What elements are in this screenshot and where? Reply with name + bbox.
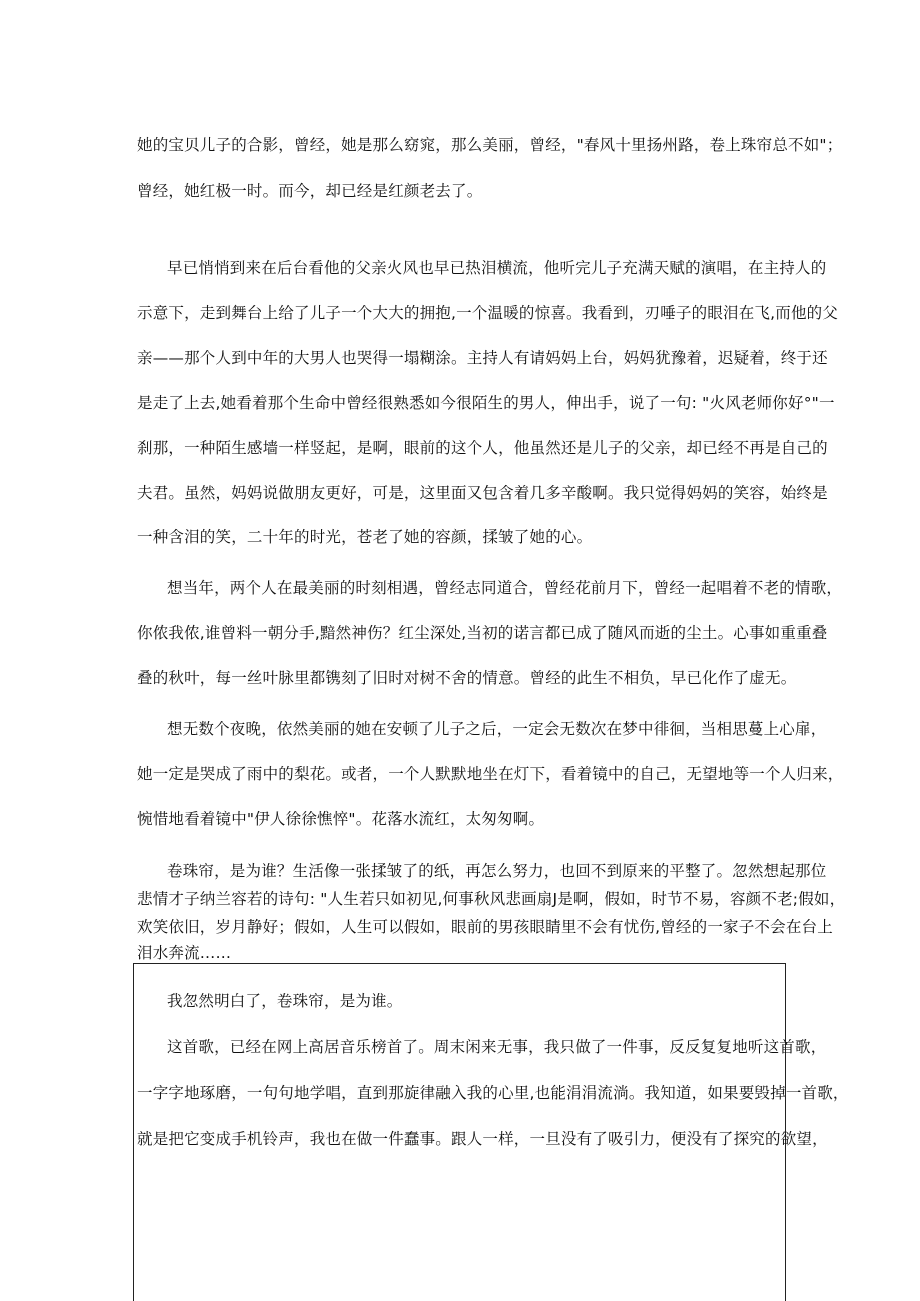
paragraph-line: 就是把它变成手机铃声，我也在做一件蠢事。跟人一样，一旦没有了吸引力，便没有了探究的欲望， [137, 1130, 828, 1148]
paragraph-line: 一字字地琢磨，一句句地学唱，直到那旋律融入我的心里,也能涓涓流淌。我知道，如果要毁掉一首歌， [137, 1084, 849, 1102]
paragraph-line: 示意下，走到舞台上给了儿子一个大大的拥抱,一个温暖的惊喜。我看到，刃唾子的眼泪在飞,而他的父 [137, 304, 839, 322]
paragraph-line: 想当年，两个人在最美丽的时刻相遇，曾经志同道合，曾经花前月下，曾经一起唱着不老的情歌， [167, 579, 843, 597]
paragraph-line: 悲情才子纳兰容若的诗句: "人生若只如初见,何事秋风悲画扇J是啊，假如，时节不易，容颜不老;假如， [137, 890, 846, 908]
paragraph-line: 亲——那个人到中年的大男人也哭得一塌糊涂。主持人有请妈妈上台，妈妈犹豫着，迟疑着，终于还 [137, 349, 828, 367]
paragraph-line: 欢笑依旧，岁月静好；假如，人生可以假如，眼前的男孩眼睛里不会有忧伤,曾经的一家子不会在台上 [137, 918, 833, 936]
paragraph-line: 她一定是哭成了雨中的梨花。或者，一个人默默地坐在灯下，看着镜中的自己，无望地等一个人归来， [137, 765, 844, 783]
paragraph-line: 想无数个夜晚，依然美丽的她在安顿了儿子之后，一定会无数次在梦中徘徊，当相思蔓上心扉， [167, 720, 827, 738]
paragraph-line: 泪水奔流…… [137, 944, 232, 962]
paragraph-line: 这首歌，已经在网上高居音乐榜首了。周末闲来无事，我只做了一件事，反反复复地听这首歌， [167, 1038, 827, 1056]
paragraph-line: 刹那，一种陌生感墙一样竖起，是啊，眼前的这个人，他虽然还是儿子的父亲，却已经不再是自己的 [137, 439, 828, 457]
paragraph-line: 惋惜地看着镜中"伊人徐徐憔悴"。花落水流红，太匆匆啊。 [137, 810, 545, 828]
paragraph-line: 夫君。虽然，妈妈说做朋友更好，可是，这里面又包含着几多辛酸啊。我只觉得妈妈的笑容，始终是 [137, 484, 828, 502]
paragraph-line: 叠的秋叶，每一丝叶脉里都镌刻了旧时对树不舍的情意。曾经的此生不相负，早已化作了虚无。 [137, 669, 797, 687]
paragraph-line: 你侬我侬,谁曾料一朝分手,黯然神伤？红尘深处,当初的诺言都已成了随风而逝的尘土。心事如重重叠 [137, 624, 828, 642]
paragraph-line: 她的宝贝儿子的合影，曾经，她是那么窈窕，那么美丽，曾经，"春风十里扬州路，卷上珠帘总不如"； [137, 136, 843, 154]
paragraph-line: 我忽然明白了，卷珠帘，是为谁。 [167, 992, 403, 1010]
paragraph-line: 是走了上去,她看着那个生命中曾经很熟悉如今很陌生的男人，伸出手，说了一句: "火风老师你好°"一 [137, 394, 835, 412]
paragraph-line: 卷珠帘，是为谁？生活像一张揉皱了的纸，再怎么努力，也回不到原来的平整了。忽然想起那位 [167, 862, 827, 880]
paragraph-line: 曾经，她红极一时。而今，却已经是红颜老去了。 [137, 182, 483, 200]
paragraph-line: 早已悄悄到来在后台看他的父亲火风也早已热泪横流，他听完儿子充满天赋的演唱，在主持人的 [167, 259, 827, 277]
paragraph-line: 一种含泪的笑，二十年的时光，苍老了她的容颜，揉皱了她的心。 [137, 528, 593, 546]
